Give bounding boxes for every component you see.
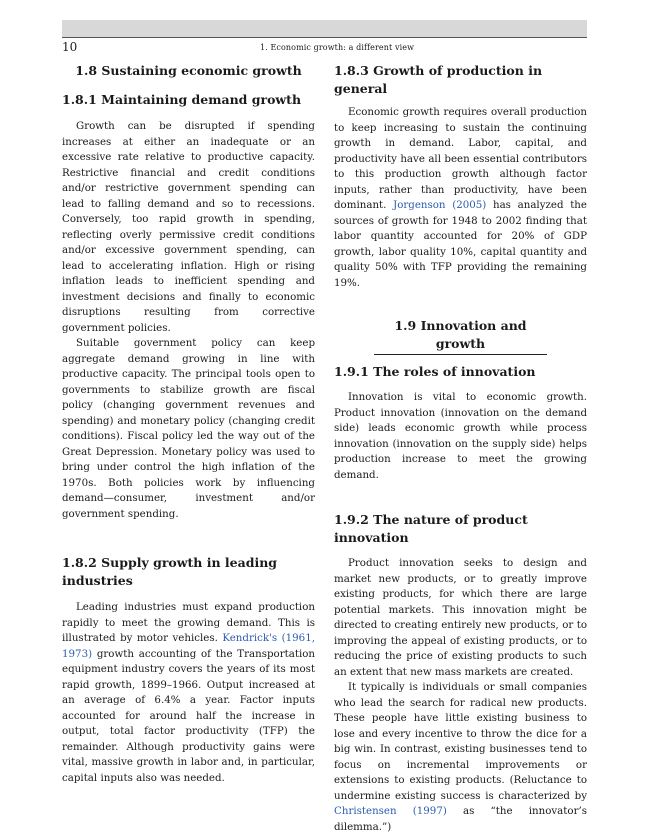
right-column: [334, 62, 587, 835]
paragraph-text: growth accounting of the Transportation equipment industry covers the years of its most rapid growth, 1899–1966. Output increased at an average of 6.4% a year. Factor inputs accounted for around half the increase in output, total factor productivity (TFP) the remainder. Although productivity gains were vital, massive growth in labor and, in particular, capital inputs also was needed.: [62, 647, 315, 784]
paragraph-text: It typically is individuals or small companies who lead the search for radical new products. These people have little existing business to lose and every incentive to throw the dice for a big win. In contrast, existing businesses tend to focus on incremental improvements or extensions to existing products. (Reluctance to undermine existing success is characterized by: [334, 681, 587, 802]
paragraph: [334, 680, 587, 835]
paragraph: [62, 600, 315, 786]
section-1-8-2-title: 1.8.2 Supply growth in leading industries: [62, 555, 278, 588]
running-title: 1. Economic growth: a different view: [260, 43, 415, 52]
paragraph: Suitable government policy can keep aggregate demand growing in line with productive capacity. The principal tools open to governments to stabilize growth are fiscal policy (changing government revenues and spending) and monetary policy (changing credit conditions). Fiscal policy led the way out of the Great Depression. Monetary policy was used to bring under control the high inflation of the 1970s. Both policies work by influencing demand—consumer, investment and/or government spending.: [62, 337, 315, 520]
citation-link-christensen[interactable]: Christensen (1997): [334, 805, 447, 817]
page-number: 10: [62, 40, 78, 54]
section-1-8-1-title: 1.8.1 Maintaining demand growth: [62, 92, 302, 107]
paragraph-text: has analyzed the sources of growth for 1948 to 2002 finding that labor quantity accounted for 20% of GDP growth, labor quality 10%, capital quantity and quality 50% with TFP providing the remaining 19%.: [334, 199, 587, 289]
paragraph: Product innovation seeks to design and market new products, or to greatly improve existing products, for which there are large potential markets. This innovation might be directed to creating entirely new products, or to improving the appeal of existing products, or to reducing the price of existing products to such an extent that new mass markets are created.: [334, 557, 587, 678]
section-1-8-3-title: 1.8.3 Growth of production in general: [334, 63, 543, 96]
left-column: [62, 62, 315, 786]
section-1-9-2-title: 1.9.2 The nature of product innovation: [334, 512, 528, 545]
section-1-9-title: 1.9 Innovation and growth: [374, 317, 547, 355]
paragraph-text: Economic growth requires overall production to keep increasing to sustain the continuing growth in demand. Labor, capital, and productivity have all been essential contributors to this production growth although factor inputs, rather than productivity, have been dominant.: [334, 106, 587, 211]
citation-link-kendrick[interactable]: Kendrick's (1961, 1973): [62, 632, 315, 660]
header-bar: [62, 20, 587, 37]
section-1-8-title: 1.8 Sustaining economic growth: [75, 63, 302, 78]
paragraph-text: Leading industries must expand production rapidly to meet the growing demand. This is illustrated by motor vehicles.: [62, 601, 315, 644]
paragraph-text: as “the innovator’s dilemma.”): [334, 805, 587, 833]
paragraph: Innovation is vital to economic growth. Product innovation (innovation on the demand side) leads economic growth while process innovation (innovation on the supply side) helps production increase to meet the growing demand.: [334, 391, 587, 481]
paragraph: [334, 105, 587, 291]
header-rule: [62, 37, 587, 38]
paragraph: Growth can be disrupted if spending increases at either an inadequate or an excessive rate relative to productive capacity. Restrictive financial and credit conditions and/or restrictive government spending can lead to falling demand and so to recessions. Conversely, too rapid growth in spending, reflecting overly permissive credit conditions and/or excessive government spending, can lead to accelerating inflation. High or rising inflation leads to inefficient spending and investment decisions and finally to economic disruptions resulting from corrective government policies.: [62, 120, 315, 334]
section-1-9-1-title: 1.9.1 The roles of innovation: [334, 364, 536, 379]
citation-link-jorgenson[interactable]: Jorgenson (2005): [393, 199, 487, 211]
